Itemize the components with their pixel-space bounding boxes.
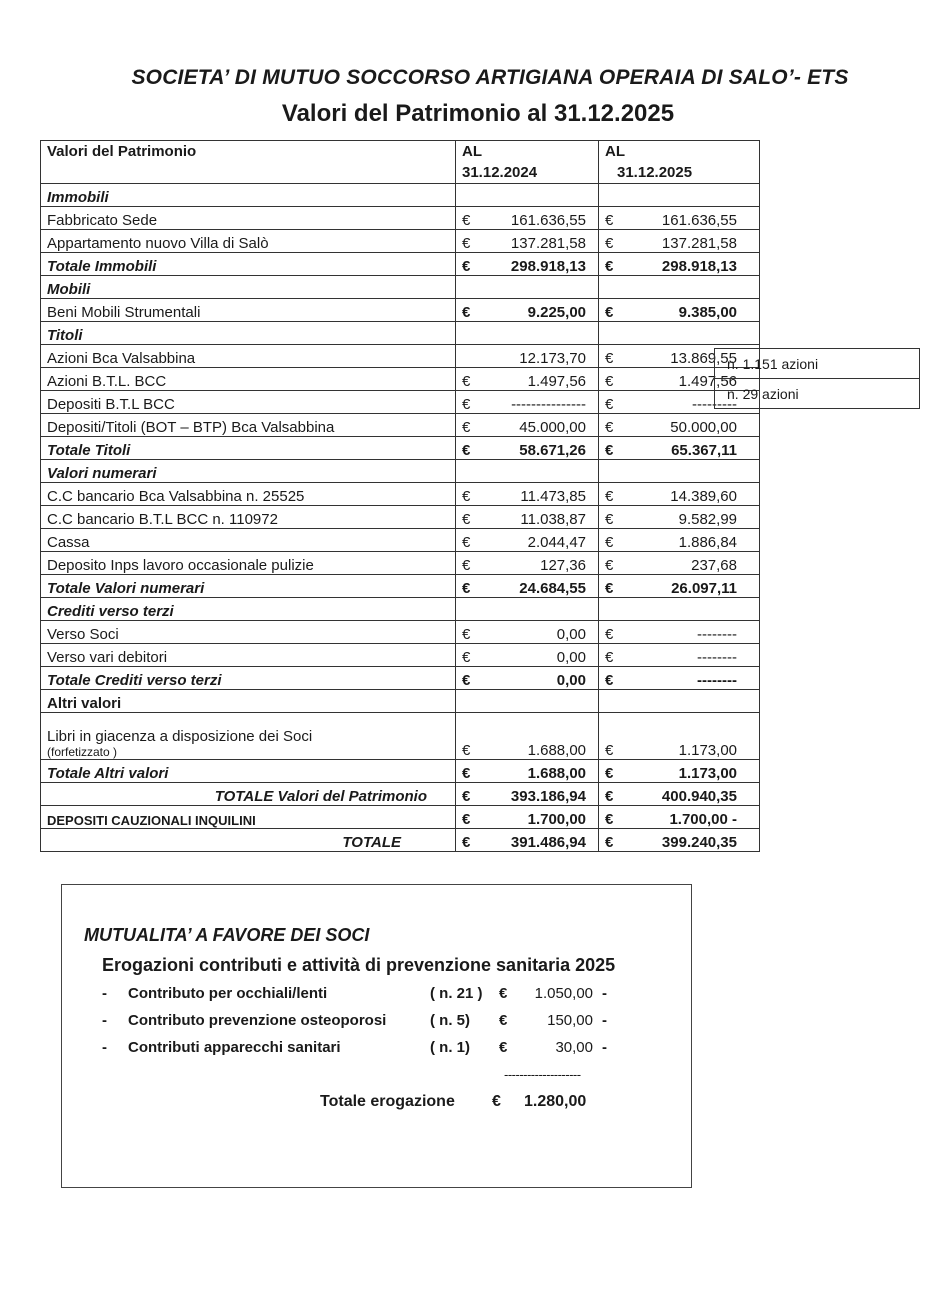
euro-sign: € (462, 235, 471, 252)
item-count: ( n. 21 ) (430, 985, 483, 1002)
table-row (41, 783, 760, 806)
euro-sign: € (605, 580, 614, 597)
value-2024: € 1.688,00 (456, 713, 599, 760)
euro-sign: € (605, 258, 614, 275)
row-label: Depositi/Titoli (BOT – BTP) Bca Valsabbina (41, 414, 456, 437)
row-label: DEPOSITI CAUZIONALI INQUILINI (41, 806, 456, 829)
row-label: Totale Valori numerari (41, 575, 456, 598)
euro-sign: € (462, 580, 471, 597)
euro-sign: € (462, 258, 471, 275)
trail-dash: - (602, 1039, 607, 1056)
value-2025: € 400.940,35 (599, 783, 760, 806)
item-count: ( n. 1) (430, 1039, 470, 1056)
value-2025: € 298.918,13 (599, 253, 760, 276)
euro-sign: € (605, 304, 614, 321)
note-valsabbina-shares: n. 1.151 azioni (715, 349, 920, 379)
row-label: Deposito Inps lavoro occasionale pulizie (41, 552, 456, 575)
euro-sign: € (605, 834, 614, 851)
table-row (41, 760, 760, 783)
euro-sign: € (605, 396, 614, 413)
row-label: Altri valori (41, 690, 456, 713)
row-label: Libri in giacenza a disposizione dei Soci (forfetizzato ) (41, 713, 456, 760)
row-label: TOTALE (41, 829, 456, 852)
row-label: Crediti verso terzi (41, 598, 456, 621)
euro-sign: € (462, 488, 471, 505)
euro-sign: € (605, 811, 614, 828)
euro-sign: € (462, 419, 471, 436)
value-2024: 12.173,70 (456, 345, 599, 368)
table-row (41, 713, 760, 760)
value-2024: € 391.486,94 (456, 829, 599, 852)
euro-sign: € (605, 488, 614, 505)
value-2024: € 11.473,85 (456, 483, 599, 506)
euro-sign: € (462, 672, 471, 689)
total-amount: 1.280,00 (524, 1093, 587, 1110)
euro-sign: € (605, 765, 614, 782)
item-count: ( n. 5) (430, 1012, 470, 1029)
separator-line: -------------------- (504, 1067, 581, 1082)
table-row (41, 529, 760, 552)
row-label: Mobili (41, 276, 456, 299)
organization-name: SOCIETA’ DI MUTUO SOCCORSO ARTIGIANA OPERAIA DI SALO’- ETS (131, 66, 849, 89)
row-label: C.C bancario B.T.L BCC n. 110972 (41, 506, 456, 529)
mutualita-box (61, 884, 692, 1188)
value-2025: € 137.281,58 (599, 230, 760, 253)
row-label: Immobili (41, 184, 456, 207)
value-2025: € 1.886,84 (599, 529, 760, 552)
value-2025: € 26.097,11 (599, 575, 760, 598)
euro-sign: € (605, 742, 614, 759)
value-2025: € 237,68 (599, 552, 760, 575)
value-2025: € 13.869,55 (599, 345, 760, 368)
value-2025: € 65.367,11 (599, 437, 760, 460)
table-row (41, 667, 760, 690)
euro-sign: € (462, 396, 471, 413)
value-2024: € 58.671,26 (456, 437, 599, 460)
value-2025: € 9.385,00 (599, 299, 760, 322)
value-2024: € 393.186,94 (456, 783, 599, 806)
euro-sign: € (462, 373, 471, 390)
value-2024: € 127,36 (456, 552, 599, 575)
value-2024: € 24.684,55 (456, 575, 599, 598)
item-amount: 1.050,00 (534, 985, 593, 1002)
row-label: Beni Mobili Strumentali (41, 299, 456, 322)
trail-dash: - (602, 1012, 607, 1029)
row-label: Totale Immobili (41, 253, 456, 276)
note-btl-shares: n. 29 azioni (715, 379, 920, 409)
value-2024: € 9.225,00 (456, 299, 599, 322)
patrimonio-table (40, 140, 760, 852)
euro-sign: € (605, 788, 614, 805)
value-2024: € 298.918,13 (456, 253, 599, 276)
value-2025: € 50.000,00 (599, 414, 760, 437)
header-label: Valori del Patrimonio (41, 141, 456, 184)
value-2025: € -------- (599, 644, 760, 667)
row-label: Depositi B.T.L BCC (41, 391, 456, 414)
table-row (41, 690, 760, 713)
euro-sign: € (605, 419, 614, 436)
row-label: Verso Soci (41, 621, 456, 644)
value-2025: € 1.173,00 (599, 760, 760, 783)
euro-sign: € (462, 626, 471, 643)
table-row (41, 414, 760, 437)
euro-sign: € (462, 212, 471, 229)
mutualita-title: MUTUALITA’ A FAVORE DEI SOCI (84, 925, 370, 945)
item-label: Contributo per occhiali/lenti (128, 985, 328, 1002)
euro-sign: € (462, 534, 471, 551)
shares-notes (714, 348, 920, 409)
value-2024: € 1.700,00 (456, 806, 599, 829)
euro-sign: € (605, 557, 614, 574)
euro-sign: € (605, 649, 614, 666)
value-2024: € 161.636,55 (456, 207, 599, 230)
value-2024: € 0,00 (456, 644, 599, 667)
euro-sign: € (462, 765, 471, 782)
euro-sign: € (462, 834, 471, 851)
value-2025: € -------- (599, 621, 760, 644)
value-2025: € -------- (599, 667, 760, 690)
item-label: Contributi apparecchi sanitari (128, 1039, 341, 1056)
header-2024: AL 31.12.2024 (456, 141, 599, 184)
table-row (41, 552, 760, 575)
row-label: TOTALE Valori del Patrimonio (41, 783, 456, 806)
table-row (41, 345, 760, 368)
euro-sign: € (462, 649, 471, 666)
value-2025: € 1.173,00 (599, 713, 760, 760)
table-row (41, 506, 760, 529)
euro-sign: € (499, 1039, 508, 1056)
row-label: Verso vari debitori (41, 644, 456, 667)
value-2025: € 9.582,99 (599, 506, 760, 529)
table-row (41, 575, 760, 598)
euro-sign: € (462, 742, 471, 759)
row-label: Azioni B.T.L. BCC (41, 368, 456, 391)
value-2024: € 0,00 (456, 667, 599, 690)
euro-sign: € (605, 534, 614, 551)
value-2024: € 0,00 (456, 621, 599, 644)
table-row (41, 253, 760, 276)
value-2024: € 137.281,58 (456, 230, 599, 253)
value-2024: € 1.497,56 (456, 368, 599, 391)
bullet: - (102, 985, 107, 1002)
row-label: C.C bancario Bca Valsabbina n. 25525 (41, 483, 456, 506)
trail-dash: - (602, 985, 607, 1002)
value-2024: € 2.044,47 (456, 529, 599, 552)
value-2025: € 1.497,56 (599, 368, 760, 391)
row-label: Titoli (41, 322, 456, 345)
euro-sign: € (605, 373, 614, 390)
value-2025: € 14.389,60 (599, 483, 760, 506)
table-header-row (41, 141, 760, 184)
table-row (41, 368, 760, 391)
value-2024: € --------------- (456, 391, 599, 414)
table-row (41, 299, 760, 322)
euro-sign: € (605, 235, 614, 252)
euro-sign: € (605, 212, 614, 229)
value-2025: € 399.240,35 (599, 829, 760, 852)
table-row (41, 207, 760, 230)
table-row (41, 230, 760, 253)
row-label: Totale Titoli (41, 437, 456, 460)
euro-sign: € (462, 811, 471, 828)
row-label: Totale Crediti verso terzi (41, 667, 456, 690)
table-row (41, 621, 760, 644)
euro-sign: € (605, 511, 614, 528)
table-row (41, 460, 760, 483)
header-2025: AL 31.12.2025 (599, 141, 760, 184)
total-label: Totale erogazione (320, 1093, 455, 1110)
table-row (41, 437, 760, 460)
euro-sign: € (605, 442, 614, 459)
euro-sign: € (605, 672, 614, 689)
item-amount: 30,00 (555, 1039, 593, 1056)
euro-sign: € (462, 304, 471, 321)
euro-sign: € (499, 1012, 508, 1029)
table-row (41, 829, 760, 852)
euro-sign: € (462, 557, 471, 574)
euro-sign: € (605, 626, 614, 643)
euro-sign: € (462, 442, 471, 459)
item-amount: 150,00 (547, 1012, 593, 1029)
value-2024: € 11.038,87 (456, 506, 599, 529)
table-row (41, 806, 760, 829)
euro-sign: € (499, 985, 508, 1002)
value-2024: € 1.688,00 (456, 760, 599, 783)
row-label: Totale Altri valori (41, 760, 456, 783)
table-row (41, 598, 760, 621)
table-row (41, 322, 760, 345)
euro-sign: € (605, 350, 614, 367)
row-label: Azioni Bca Valsabbina (41, 345, 456, 368)
row-label: Appartamento nuovo Villa di Salò (41, 230, 456, 253)
table-row (41, 184, 760, 207)
row-label: Valori numerari (41, 460, 456, 483)
document-title: Valori del Patrimonio al 31.12.2025 (281, 100, 675, 127)
row-label: Cassa (41, 529, 456, 552)
item-label: Contributo prevenzione osteoporosi (128, 1012, 387, 1029)
value-2025: € 161.636,55 (599, 207, 760, 230)
mutualita-subtitle: Erogazioni contributi e attività di prevenzione sanitaria 2025 (102, 955, 616, 975)
table-row (41, 644, 760, 667)
table-row (41, 276, 760, 299)
bullet: - (102, 1039, 107, 1056)
total-currency: € (492, 1093, 501, 1110)
value-2025: € 1.700,00 - (599, 806, 760, 829)
row-label: Fabbricato Sede (41, 207, 456, 230)
value-2024: € 45.000,00 (456, 414, 599, 437)
table-row (41, 391, 760, 414)
euro-sign: € (462, 511, 471, 528)
table-row (41, 483, 760, 506)
bullet: - (102, 1012, 107, 1029)
value-2025: € --------- (599, 391, 760, 414)
euro-sign: € (462, 788, 471, 805)
